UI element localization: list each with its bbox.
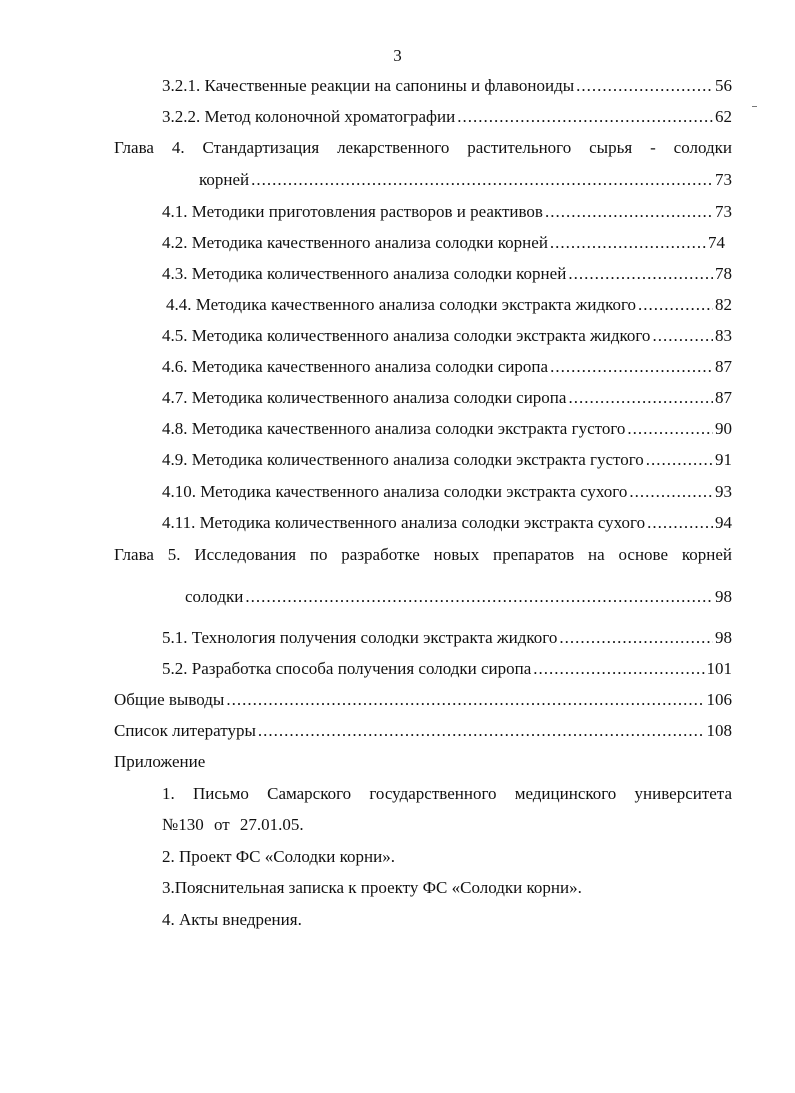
dot-leader [258, 721, 705, 741]
toc-entry-page: 82 [715, 295, 732, 314]
toc-entry-label: солодки [185, 587, 244, 606]
toc-entry-label: 4.2. Методика качественного анализа солодки корней [162, 233, 548, 252]
dot-leader [545, 202, 713, 222]
toc-entry-label: 4.4. Методика качественного анализа солодки экстракта жидкого [166, 295, 637, 314]
toc-entry-page: 93 [715, 482, 732, 501]
appendix-title: Приложение [114, 752, 206, 771]
toc-entry-page: 73 [715, 170, 732, 189]
toc-entry-label: 4.6. Методика качественного анализа солодки сиропа [162, 357, 549, 376]
appendix-item: №130 от 27.01.05. [162, 815, 304, 834]
toc-entry-page: 98 [715, 587, 732, 606]
dot-leader [629, 482, 713, 502]
toc-entry-label: 4.9. Методика количественного анализа солодки экстракта густого [162, 450, 644, 469]
appendix-item: 2. Проект ФС «Солодки корни». [162, 847, 395, 866]
dot-leader [559, 628, 713, 648]
dot-leader [226, 690, 704, 710]
toc-entry [162, 326, 732, 346]
toc-entry [162, 233, 725, 253]
toc-entry-page: 83 [715, 326, 732, 345]
toc-entry-label: 5.1. Технология получения солодки экстракта жидкого [162, 628, 558, 647]
toc-entry-page: 73 [715, 202, 732, 221]
toc-entry-label: 4.11. Методика количественного анализа солодки экстракта сухого [162, 513, 646, 532]
dot-leader [245, 587, 713, 607]
toc-entry [162, 107, 732, 127]
toc-entry-label: 4.5. Методика количественного анализа солодки экстракта жидкого [162, 326, 651, 345]
toc-entry-page: 62 [715, 107, 732, 126]
toc-entry-label: 4.7. Методика количественного анализа солодки сиропа [162, 388, 567, 407]
dot-leader [550, 357, 713, 377]
toc-entry-label: 4.1. Методики приготовления растворов и реактивов [162, 202, 543, 221]
toc-entry [162, 419, 732, 439]
toc-entry [114, 721, 732, 741]
dot-leader [638, 295, 713, 315]
toc-entry [162, 628, 732, 648]
toc-entry-label: 4.8. Методика качественного анализа солодки экстракта густого [162, 419, 626, 438]
toc-chapter-heading: Глава 4. Стандартизация лекарственного растительного сырья - солодки [114, 138, 732, 157]
toc-entry [166, 295, 732, 315]
scan-mark [752, 106, 757, 107]
toc-entry-page: 108 [706, 721, 732, 740]
dot-leader [550, 233, 706, 253]
dot-leader [576, 76, 713, 96]
toc-entry [162, 450, 732, 470]
dot-leader [457, 107, 713, 127]
toc-entry-page: 74 [708, 233, 725, 252]
appendix-item: 3.Пояснительная записка к проекту ФС «Солодки корни». [162, 878, 582, 897]
toc-entry-label: 4.10. Методика качественного анализа солодки экстракта сухого [162, 482, 628, 501]
toc-entry-label: Общие выводы [114, 690, 225, 709]
toc-entry-page: 90 [715, 419, 732, 438]
dot-leader [652, 326, 713, 346]
dot-leader [251, 170, 713, 190]
toc-entry-label: 5.2. Разработка способа получения солодки сиропа [162, 659, 532, 678]
dot-leader [647, 513, 713, 533]
toc-entry [162, 202, 732, 222]
toc-entry-label: 4.3. Методика количественного анализа солодки корней [162, 264, 567, 283]
toc-entry-page: 78 [715, 264, 732, 283]
toc-entry [162, 388, 732, 408]
toc-entry-page: 56 [715, 76, 732, 95]
dot-leader [568, 264, 713, 284]
toc-entry [162, 357, 732, 377]
toc-entry [114, 690, 732, 710]
toc-entry-page: 87 [715, 357, 732, 376]
dot-leader [646, 450, 713, 470]
toc-entry-page: 87 [715, 388, 732, 407]
toc-entry-label: 3.2.1. Качественные реакции на сапонины и флавоноиды [162, 76, 575, 95]
page-number: 3 [393, 46, 402, 65]
dot-leader [568, 388, 713, 408]
toc-entry [162, 659, 732, 679]
toc-entry-page: 106 [706, 690, 732, 709]
toc-entry-page: 91 [715, 450, 732, 469]
toc-entry [162, 264, 732, 284]
appendix-item: 4. Акты внедрения. [162, 910, 302, 929]
dot-leader [627, 419, 713, 439]
toc-entry [185, 587, 732, 607]
appendix-item: 1. Письмо Самарского государственного медицинского университета [162, 784, 732, 803]
toc-entry-page: 94 [715, 513, 732, 532]
toc-entry-label: Список литературы [114, 721, 256, 740]
dot-leader [533, 659, 704, 679]
toc-entry-label: 3.2.2. Метод колоночной хроматографии [162, 107, 456, 126]
toc-entry [162, 76, 732, 96]
toc-entry-page: 101 [706, 659, 732, 678]
toc-entry-page: 98 [715, 628, 732, 647]
toc-entry [162, 513, 732, 533]
toc-entry [199, 170, 732, 190]
toc-entry-label: корней [199, 170, 250, 189]
toc-chapter-heading: Глава 5. Исследования по разработке новых препаратов на основе корней [114, 545, 732, 564]
toc-entry [162, 482, 732, 502]
